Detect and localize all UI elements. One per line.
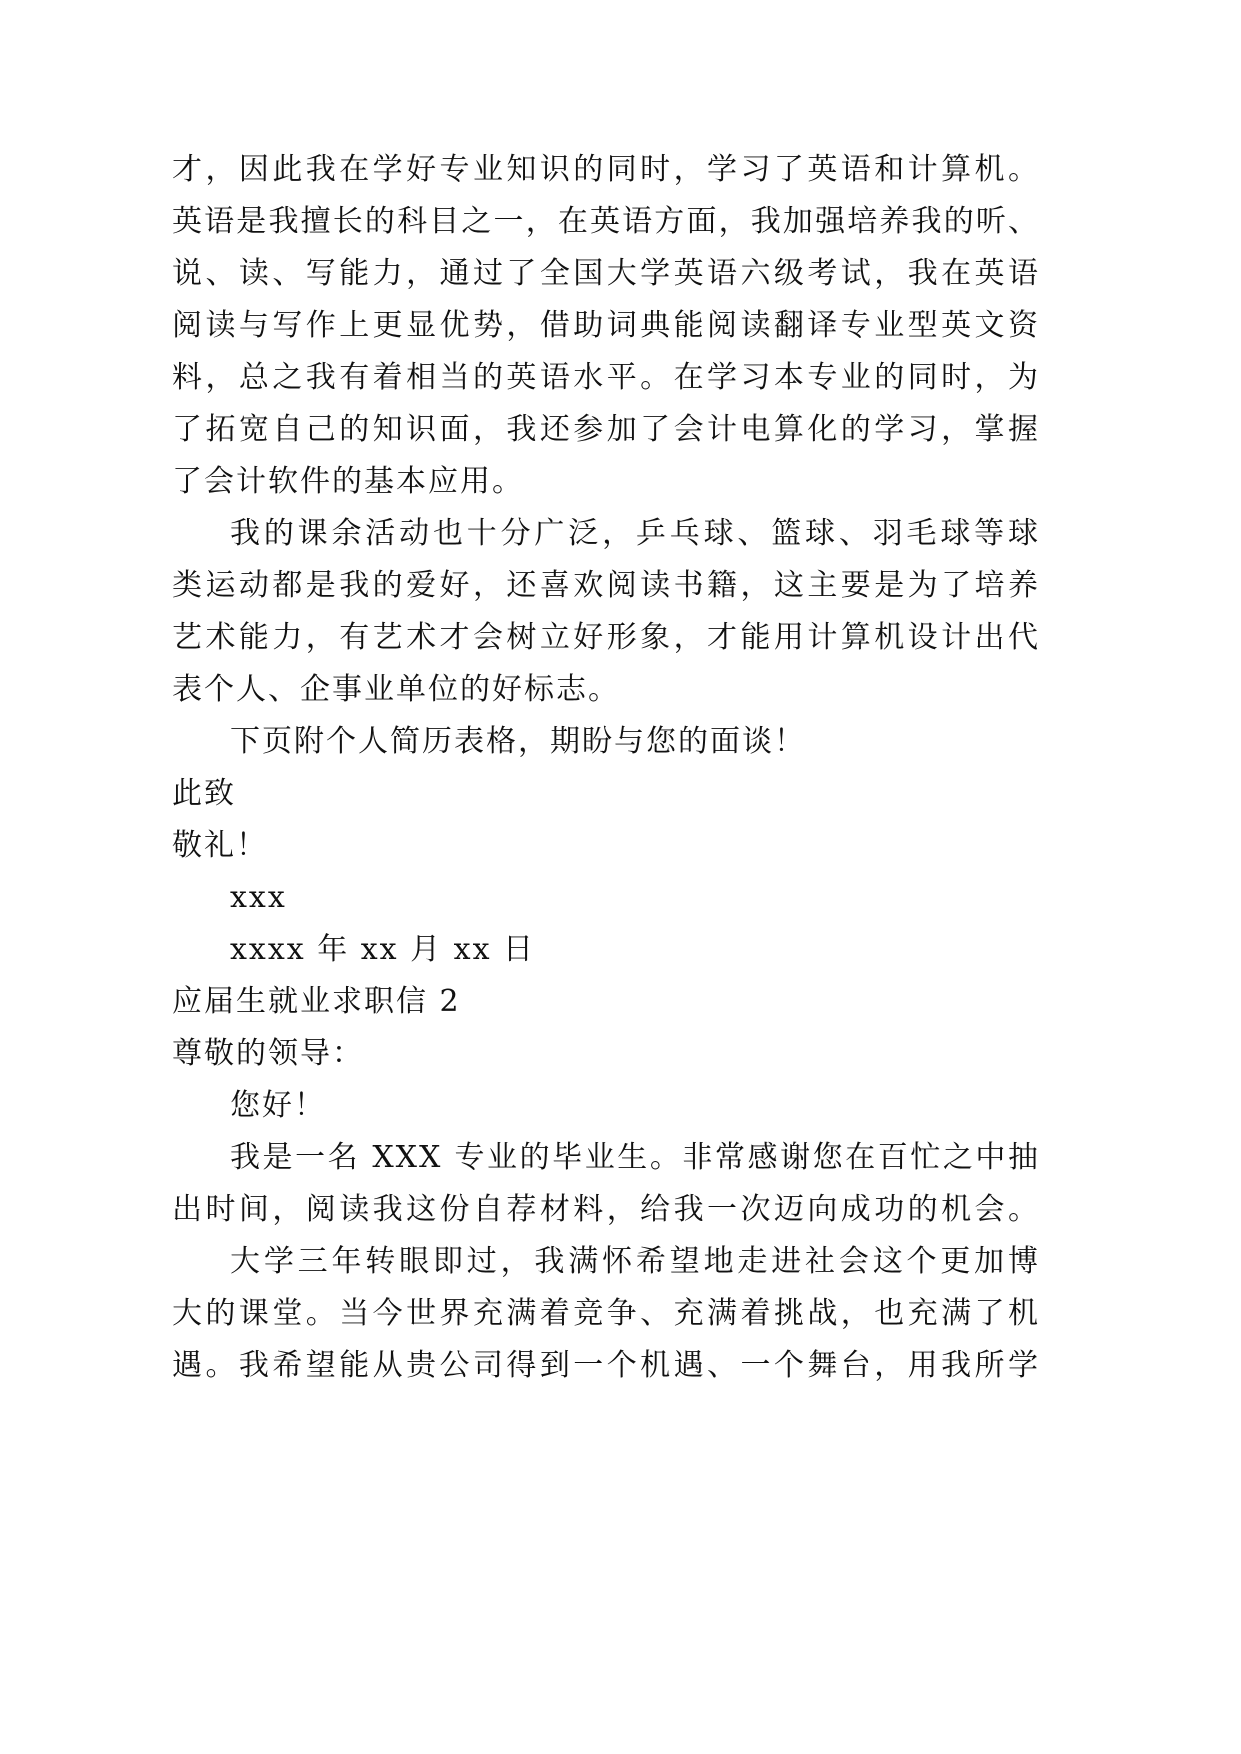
body-text-line: 料，总之我有着相当的英语水平。在学习本专业的同时，为 [172, 360, 1040, 395]
closing-phrase: 此致 [172, 776, 236, 811]
letter-2-paragraph-aspiration [172, 1236, 1040, 1392]
body-text-line: 英语是我擅长的科目之一，在英语方面，我加强培养我的听、 [172, 204, 1040, 239]
body-text-line: 遇。我希望能从贵公司得到一个机遇、一个舞台，用我所学 [172, 1348, 1040, 1383]
body-text-line: 我的课余活动也十分广泛，乒乓球、篮球、羽毛球等球 [230, 516, 1040, 551]
body-text-line: 大学三年转眼即过，我满怀希望地走进社会这个更加博 [230, 1244, 1040, 1279]
body-text-line: 才，因此我在学好专业知识的同时，学习了英语和计算机。 [172, 152, 1040, 187]
body-text-line: 艺术能力，有艺术才会树立好形象，才能用计算机设计出代 [172, 620, 1040, 655]
body-text-line: 出时间，阅读我这份自荐材料，给我一次迈向成功的机会。 [172, 1192, 1040, 1227]
body-text-line: 我是一名 XXX 专业的毕业生。非常感谢您在百忙之中抽 [230, 1140, 1040, 1175]
closing-salute: 敬礼！ [172, 828, 268, 863]
document-text-block [172, 144, 1040, 1392]
letter-1-paragraph-closing-note [172, 716, 1040, 768]
letter-2-title: 应届生就业求职信 2 [172, 984, 461, 1019]
salutation: 尊敬的领导： [172, 1036, 364, 1071]
body-text-line: 了会计软件的基本应用。 [172, 464, 524, 499]
letter-2-paragraph-intro [172, 1132, 1040, 1236]
body-text-line: 类运动都是我的爱好，还喜欢阅读书籍，这主要是为了培养 [172, 568, 1040, 603]
letter-2 [172, 976, 1040, 1392]
body-text-line: 说、读、写能力，通过了全国大学英语六级考试，我在英语 [172, 256, 1040, 291]
letter-1-paragraph-activities [172, 508, 1040, 716]
letter-1-paragraph-skills [172, 144, 1040, 508]
body-text-line: 大的课堂。当今世界充满着竞争、充满着挑战，也充满了机 [172, 1296, 1040, 1331]
body-text-line: 下页附个人简历表格，期盼与您的面谈！ [230, 724, 806, 759]
signature-name: xxx [230, 880, 287, 915]
body-text-line: 表个人、企事业单位的好标志。 [172, 672, 620, 707]
letter-1-end [172, 144, 1040, 976]
signature-date: xxxx 年 xx 月 xx 日 [230, 932, 536, 967]
body-text-line: 阅读与写作上更显优势，借助词典能阅读翻译专业型英文资 [172, 308, 1040, 343]
greeting: 您好！ [230, 1088, 326, 1123]
body-text-line: 了拓宽自己的知识面，我还参加了会计电算化的学习，掌握 [172, 412, 1040, 447]
